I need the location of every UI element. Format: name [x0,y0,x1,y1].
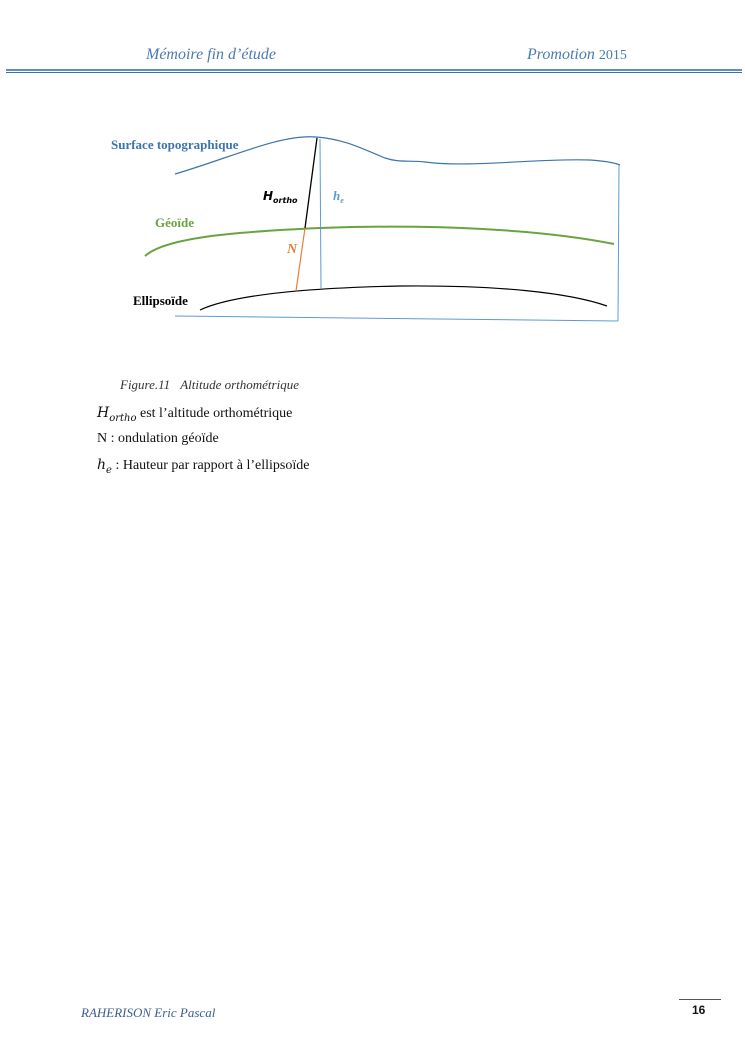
n-label: N [287,242,298,257]
def-n-text: N : ondulation géoïde [97,431,219,446]
h-ortho-label [263,189,298,205]
right-frame-line [618,165,619,321]
h-ortho-symbol: H [263,189,274,203]
geoid-curve [145,227,614,256]
def-h-ortho-text: est l’altitude orthométrique [136,406,293,421]
altitude-diagram [0,0,745,370]
page-number: 16 [692,1003,706,1017]
topography-curve [175,137,620,174]
def-h-ortho-symbol: $H_{ortho}$ [97,405,137,424]
figure-caption [120,377,299,393]
def-he-text: : Hauteur par rapport à l’ellipsoïde [111,458,310,473]
h-ortho-subscript: ortho [273,196,298,205]
definition-h-ortho [97,405,292,424]
n-line [296,228,305,291]
caption-text: Altitude orthométrique [180,377,299,392]
geoid-label: Géoïde [155,215,194,230]
topography-label: Surface topographique [111,137,239,152]
he-label [333,188,344,205]
ellipsoid-label: Ellipsoïde [133,293,188,308]
caption-number: Figure.11 [120,377,171,392]
h-ortho-line [305,138,317,228]
def-he-symbol: $h_e$ [97,457,112,476]
footer-rule [679,999,721,1000]
bottom-frame-line [175,316,618,321]
he-subscript: e [340,196,344,205]
he-vertical-line [320,139,321,289]
header-year: 2015 [598,48,627,63]
footer-author: RAHERISON Eric Pascal [81,1005,216,1020]
header-promotion-label: Promotion [527,46,595,63]
header-title: Mémoire fin d’étude [146,46,277,63]
ellipsoid-curve [200,286,607,310]
definition-he [97,457,309,476]
definition-n [97,431,219,447]
he-symbol: h [333,188,341,203]
